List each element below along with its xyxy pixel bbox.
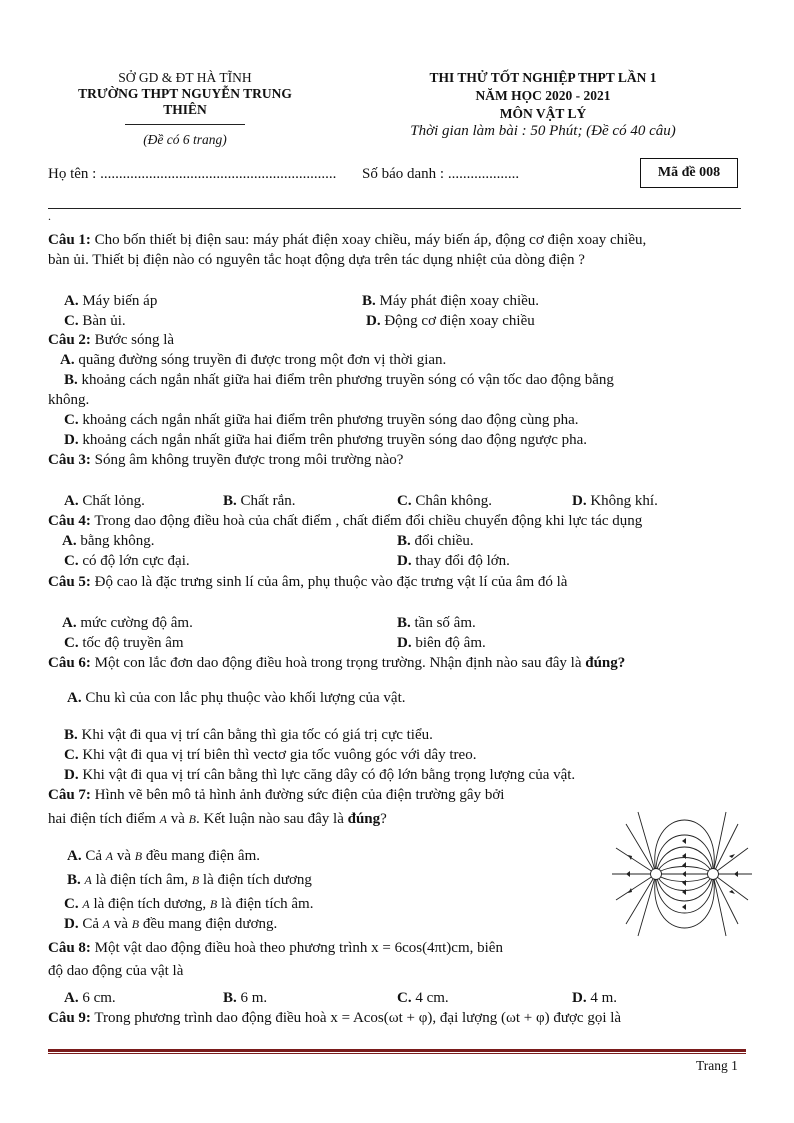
charge-b-var: B — [209, 897, 218, 911]
name-field: Họ tên : ............................................................... — [48, 166, 337, 182]
option-text: Khi vật đi qua vị trí biên thì vectơ gia tốc vuông góc với dây treo. — [82, 747, 477, 763]
q9-label: Câu 9: — [48, 1010, 91, 1026]
q4-stem — [48, 513, 642, 530]
option-letter: C. — [64, 747, 79, 763]
q8-option-d — [572, 990, 617, 1007]
q6-label: Câu 6: — [48, 655, 91, 671]
q8-stem-line1 — [48, 940, 503, 957]
option-text: tần số âm. — [414, 615, 476, 631]
q8-option-b — [223, 990, 267, 1007]
option-letter: B. — [67, 872, 81, 888]
option-letter: A. — [62, 533, 77, 549]
q8-stem-line2: độ dao động của vật là — [48, 963, 184, 979]
top-divider — [48, 208, 741, 209]
student-id-field: Số báo danh : ................... — [362, 166, 520, 182]
subject: MÔN VẬT LÝ — [499, 106, 587, 121]
q8-label: Câu 8: — [48, 940, 91, 956]
option-letter: A. — [64, 990, 79, 1006]
option-text: có độ lớn cực đại. — [82, 553, 190, 569]
option-text: Cả — [85, 848, 106, 864]
q1-stem-line2: bàn ủi. Thiết bị điện nào có nguyên tắc hoạt động dựa trên tác dụng nhiệt của dòng điện ? — [48, 252, 585, 268]
option-text: Máy phát điện xoay chiều. — [379, 293, 540, 309]
option-text: 6 m. — [240, 990, 268, 1006]
charge-a-var: A — [82, 897, 90, 911]
option-text: đổi chiều. — [414, 533, 474, 549]
option-text: là điện tích dương — [199, 872, 312, 888]
q7-and: và — [166, 811, 189, 827]
q1-label: Câu 1: — [48, 232, 91, 248]
q6-option-c — [64, 747, 476, 764]
q4-text: Trong dao động điều hoà của chất điểm , chất điểm đổi chiều chuyển động khi lực tác dụng — [90, 513, 643, 529]
option-text: quãng đường sóng truyền đi được trong một đơn vị thời gian. — [78, 352, 447, 368]
q8-option-c — [397, 990, 449, 1007]
option-text: là điện tích dương, — [89, 896, 210, 912]
q9-stem — [48, 1010, 621, 1027]
q2-option-b — [64, 372, 614, 389]
q2-label: Câu 2: — [48, 332, 91, 348]
q7-emphasis: đúng — [347, 811, 381, 827]
option-letter: B. — [64, 727, 78, 743]
option-text: thay đổi độ lớn. — [415, 553, 510, 569]
option-text: biên độ âm. — [415, 635, 486, 651]
q2-text: Bước sóng là — [90, 332, 175, 348]
option-text: Chất rắn. — [240, 493, 296, 509]
option-letter: C. — [397, 493, 412, 509]
option-text: và — [110, 916, 132, 932]
option-text: là điện tích âm. — [217, 896, 314, 912]
option-letter: B. — [362, 293, 376, 309]
exam-title: THI THỬ TỐT NGHIỆP THPT LẦN 1 — [429, 70, 657, 85]
q1-text1: Cho bốn thiết bị điện sau: máy phát điện xoay chiều, máy biến áp, động cơ điện xoay chiều, — [90, 232, 647, 248]
q2-option-d — [64, 432, 587, 449]
q5-option-d — [397, 635, 486, 652]
q3-stem — [48, 452, 403, 469]
q5-stem — [48, 574, 567, 591]
option-text: Máy biến áp — [82, 293, 158, 309]
q7-option-c — [64, 896, 313, 913]
option-text: khoảng cách ngắn nhất giữa hai điểm trên phương truyền sóng có vận tốc dao động bằng — [81, 372, 614, 388]
option-letter: A. — [64, 493, 79, 509]
charge-a-var: A — [84, 873, 92, 887]
q4-label: Câu 4: — [48, 513, 91, 529]
option-text: 4 cm. — [415, 990, 449, 1006]
q1-option-c — [64, 313, 126, 330]
q1-option-a — [64, 293, 157, 310]
q5-text: Độ cao là đặc trưng sinh lí của âm, phụ thuộc vào đặc trưng vật lí của âm đó là — [90, 574, 568, 590]
q4-option-b — [397, 533, 474, 550]
option-text: Chu kì của con lắc phụ thuộc vào khối lượng của vật. — [85, 690, 406, 706]
footer-rule-thick — [48, 1049, 746, 1052]
option-letter: A. — [67, 848, 82, 864]
option-text: Chân không. — [415, 493, 493, 509]
option-letter: B. — [223, 493, 237, 509]
q3-option-d — [572, 493, 658, 510]
q7-option-b — [67, 872, 312, 889]
exam-code-box: Mã đề 008 — [640, 158, 738, 188]
q4-option-c — [64, 553, 190, 570]
charge-a-var: A — [159, 812, 167, 826]
option-letter: B. — [397, 533, 411, 549]
q3-option-c — [397, 493, 492, 510]
option-letter: B. — [223, 990, 237, 1006]
q6-option-b — [64, 727, 433, 744]
q3-option-b — [223, 493, 296, 510]
option-text: Cả — [82, 916, 103, 932]
q7-stem-line1 — [48, 787, 504, 804]
option-letter: B. — [397, 615, 411, 631]
option-text: Không khí. — [590, 493, 658, 509]
option-letter: A. — [60, 352, 75, 368]
option-letter: C. — [397, 990, 412, 1006]
q7-stem-line2 — [48, 811, 387, 828]
option-letter: D. — [397, 553, 412, 569]
charge-a-var: A — [105, 849, 114, 863]
q6-option-d — [64, 767, 575, 784]
charge-b-var: B — [131, 917, 140, 931]
q1-stem-line1 — [48, 232, 646, 249]
option-text: bằng không. — [80, 533, 155, 549]
option-text: tốc độ truyền âm — [82, 635, 184, 651]
option-letter: A. — [67, 690, 82, 706]
q7-label: Câu 7: — [48, 787, 91, 803]
q3-option-a — [64, 493, 145, 510]
header-divider — [125, 124, 245, 125]
option-text: đều mang điện âm. — [142, 848, 261, 864]
electric-field-lines-figure — [608, 808, 756, 940]
q3-label: Câu 3: — [48, 452, 91, 468]
charge-b-var: B — [188, 812, 196, 826]
option-text: là điện tích âm, — [91, 872, 192, 888]
option-letter: D. — [64, 767, 79, 783]
option-letter: C. — [64, 412, 79, 428]
q7-text1: Hình vẽ bên mô tả hình ảnh đường sức điện của điện trường gây bởi — [90, 787, 505, 803]
q2-option-c — [64, 412, 579, 429]
q6-text: Một con lắc đơn dao động điều hoà trong trọng trường. Nhận định nào sau đây là — [90, 655, 586, 671]
option-text: khoảng cách ngắn nhất giữa hai điểm trên phương truyền sóng dao động ngược pha. — [82, 432, 588, 448]
q7-text2b: . Kết luận nào sau đây là — [196, 811, 348, 827]
option-letter: B. — [64, 372, 78, 388]
option-text: Khi vật đi qua vị trí cân bằng thì gia tốc có giá trị cực tiểu. — [81, 727, 433, 743]
option-text: 4 m. — [590, 990, 618, 1006]
option-letter: C. — [64, 896, 79, 912]
school-year: NĂM HỌC 2020 - 2021 — [475, 88, 611, 103]
page-count: (Đề có 6 trang) — [143, 132, 227, 147]
option-text: 6 cm. — [82, 990, 116, 1006]
q7-option-d — [64, 916, 277, 933]
q1-option-b — [362, 293, 539, 310]
q4-option-a — [62, 533, 155, 550]
option-letter: D. — [64, 916, 79, 932]
option-letter: D. — [572, 493, 587, 509]
q6-emphasis: đúng? — [585, 655, 626, 671]
q5-option-a — [62, 615, 193, 632]
option-text: khoảng cách ngắn nhất giữa hai điểm trên phương truyền sóng dao động cùng pha. — [82, 412, 579, 428]
charge-b-var: B — [134, 849, 143, 863]
option-letter: A. — [64, 293, 79, 309]
school-name-line2: THIÊN — [163, 102, 207, 117]
option-text: Bàn ủi. — [82, 313, 126, 329]
q5-option-c — [64, 635, 184, 652]
q2-stem — [48, 332, 174, 349]
q1-option-d — [366, 313, 535, 330]
dept-name: SỞ GD & ĐT HÀ TĨNH — [118, 70, 252, 85]
option-letter: A. — [62, 615, 77, 631]
stray-dot: . — [48, 209, 51, 223]
q2-option-a — [60, 352, 446, 369]
option-text: và — [113, 848, 135, 864]
q4-option-d — [397, 553, 510, 570]
option-letter: D. — [397, 635, 412, 651]
option-letter: C. — [64, 313, 79, 329]
q6-stem — [48, 655, 625, 672]
q7-text2a: hai điện tích điểm — [48, 811, 160, 827]
q3-text: Sóng âm không truyền được trong môi trường nào? — [90, 452, 404, 468]
option-letter: D. — [572, 990, 587, 1006]
q5-option-b — [397, 615, 476, 632]
q9-text: Trong phương trình dao động điều hoà x = Acos(ωt + φ), đại lượng (ωt + φ) được gọi là — [90, 1010, 622, 1026]
charge-a-var: A — [102, 917, 111, 931]
option-letter: D. — [366, 313, 381, 329]
q7-qmark: ? — [380, 811, 387, 827]
q8-option-a — [64, 990, 116, 1007]
footer-rule-thin — [48, 1053, 746, 1054]
q6-option-a — [67, 690, 406, 707]
option-text: Động cơ điện xoay chiều — [384, 313, 535, 329]
option-letter: C. — [64, 553, 79, 569]
option-text: Khi vật đi qua vị trí cân bằng thì lực căng dây có độ lớn bằng trọng lượng của vật. — [82, 767, 576, 783]
option-text: Chất lỏng. — [82, 493, 145, 509]
q8-text1: Một vật dao động điều hoà theo phương trình x = 6cos(4πt)cm, biên — [90, 940, 503, 956]
option-letter: C. — [64, 635, 79, 651]
q5-label: Câu 5: — [48, 574, 91, 590]
exam-time: Thời gian làm bài : 50 Phút; (Đề có 40 câu) — [410, 123, 676, 139]
q2-option-b-cont: không. — [48, 392, 90, 408]
option-text: đều mang điện dương. — [139, 916, 278, 932]
charge-b-var: B — [191, 873, 200, 887]
school-name-line1: TRƯỜNG THPT NGUYỄN TRUNG — [78, 86, 292, 101]
page-number: Trang 1 — [696, 1058, 738, 1073]
q7-option-a — [67, 848, 260, 865]
option-text: mức cường độ âm. — [80, 615, 193, 631]
option-letter: D. — [64, 432, 79, 448]
